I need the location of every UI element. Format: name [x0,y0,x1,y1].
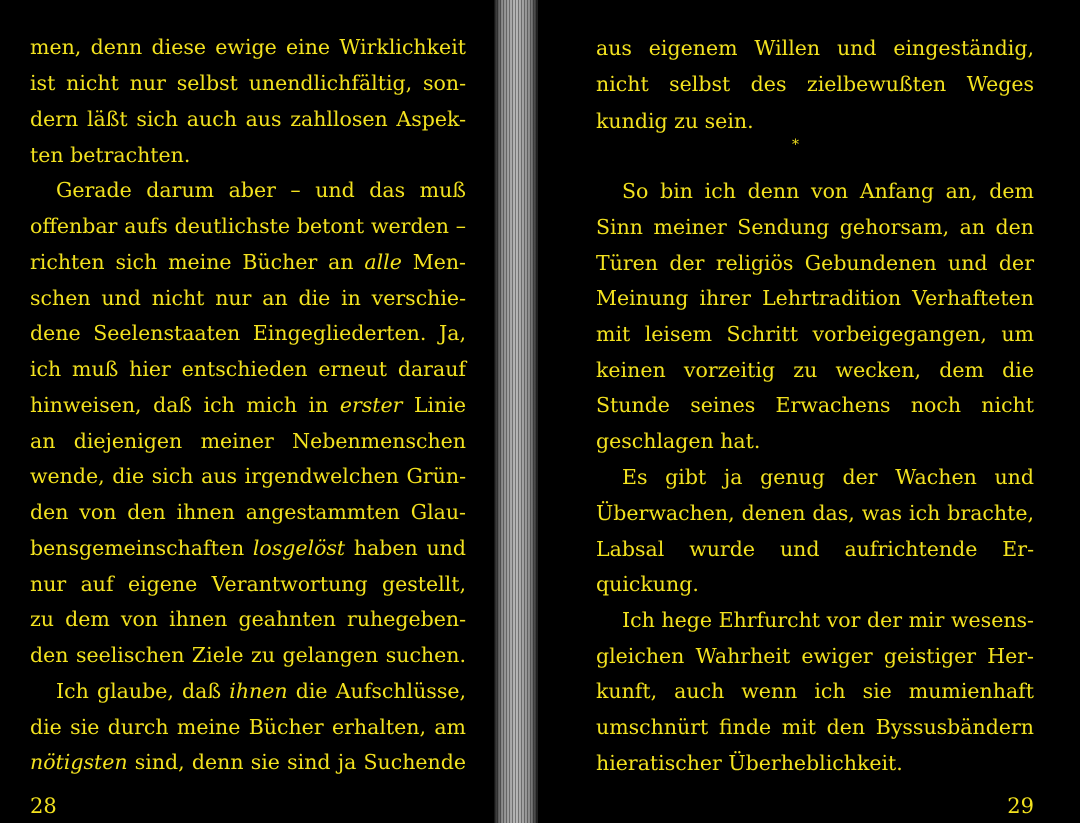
text-span: haben und [345,536,466,560]
text-line: umschnürt finde mit den Byssusbändern [596,715,1034,739]
text-line: schen und nicht nur an die in verschie- [30,286,466,310]
emphasis-text: ihnen [229,679,288,703]
text-line: dene Seelenstaaten Eingegliederten. Ja, [30,321,466,345]
text-line: kundig zu sein. [596,109,754,133]
emphasis-text: alle [364,250,402,274]
text-line: So bin ich denn von Anfang an, dem [622,179,1034,203]
text-line: kunft, auch wenn ich sie mumienhaft [596,679,1034,703]
text-line [30,534,466,562]
text-line: hieratischer Überheblichkeit. [596,751,903,775]
text-line: men, denn diese ewige eine Wirklichkeit [30,35,466,59]
text-span: Linie [402,393,467,417]
book-gutter [494,0,538,823]
text-line: aus eigenem Willen und eingeständig, [596,36,1034,60]
text-line: zu dem von ihnen geahnten ruhegeben- [30,607,466,631]
text-span: bensgemeinschaften [30,536,253,560]
text-line [30,748,466,776]
text-line: nicht selbst des zielbewußten Weges [596,72,1034,96]
text-line: gleichen Wahrheit ewiger geistiger Her- [596,644,1034,668]
text-line: ist nicht nur selbst unendlichfältig, son- [30,71,466,95]
page-number: 29 [1007,794,1034,818]
text-span: Ich glaube, daß [56,679,230,703]
text-span: Men- [401,250,466,274]
emphasis-text: losgelöst [252,536,346,560]
text-line: wende, die sich aus irgendwelchen Grün- [30,464,466,488]
text-line: Überwachen, denen das, was ich brachte, [596,501,1034,525]
text-line [30,248,466,276]
text-line: den von den ihnen angestammten Glau- [30,500,466,524]
right-page [596,0,1034,823]
text-line: Stunde seines Erwachens noch nicht [596,393,1034,417]
text-line [30,677,466,705]
text-span: hinweisen, daß ich mich in [30,393,340,417]
text-line: Labsal wurde und aufrichtende Er- [596,537,1034,561]
text-line: nur auf eigene Verantwortung gestellt, [30,572,466,596]
text-line: offenbar aufs deutlichste betont werden – [30,214,466,238]
section-mark: * [792,137,799,153]
emphasis-text: nötigsten [30,750,128,774]
page-number: 28 [30,794,57,818]
text-line: an diejenigen meiner Nebenmenschen [30,429,466,453]
text-line: Meinung ihrer Lehrtradition Verhafteten [596,286,1034,310]
text-line: Gerade darum aber – und das muß [56,178,466,202]
text-span: sind, denn sie sind ja Suchende [127,750,466,774]
text-line: Ich hege Ehrfurcht vor der mir wesens- [622,608,1034,632]
text-line: geschlagen hat. [596,429,761,453]
left-page [30,0,466,823]
text-line: Türen der religiös Gebundenen und der [596,251,1034,275]
text-line: mit leisem Schritt vorbeigegangen, um [596,322,1034,346]
text-line: dern läßt sich auch aus zahllosen Aspek- [30,107,466,131]
text-line: Es gibt ja genug der Wachen und [622,465,1034,489]
text-line: quickung. [596,572,699,596]
text-line [30,391,466,419]
text-line: Sinn meiner Sendung gehorsam, an den [596,215,1034,239]
text-span: richten sich meine Bücher an [30,250,365,274]
text-line: keinen vorzeitig zu wecken, dem die [596,358,1034,382]
text-span: die Aufschlüsse, [287,679,466,703]
emphasis-text: erster [339,393,403,417]
text-line: ten betrachten. [30,143,191,167]
text-line: den seelischen Ziele zu gelangen suchen. [30,643,466,667]
text-line: die sie durch meine Bücher erhalten, am [30,715,466,739]
text-line: ich muß hier entschieden erneut darauf [30,357,466,381]
